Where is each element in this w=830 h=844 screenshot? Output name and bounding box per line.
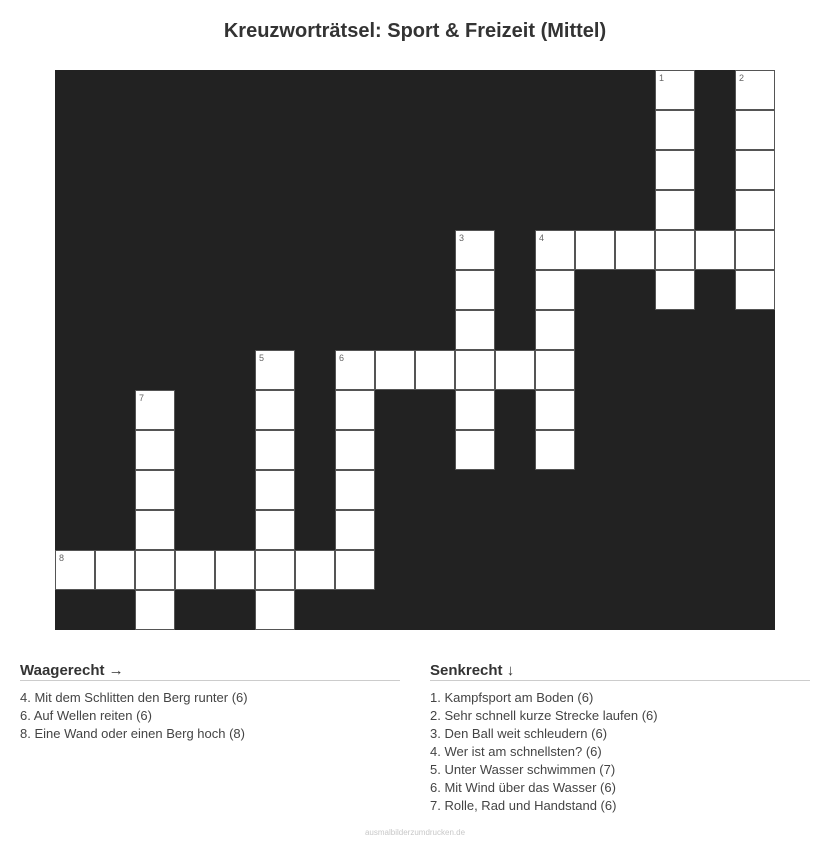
crossword-cell[interactable] xyxy=(535,390,575,430)
crossword-cell[interactable] xyxy=(335,390,375,430)
crossword-cell[interactable] xyxy=(335,430,375,470)
crossword-cell[interactable] xyxy=(455,230,495,270)
crossword-cell[interactable] xyxy=(655,230,695,270)
crossword-cell[interactable] xyxy=(335,550,375,590)
crossword-cell[interactable] xyxy=(375,350,415,390)
crossword-cell[interactable] xyxy=(655,150,695,190)
down-clue: 5. Unter Wasser schwimmen (7) xyxy=(430,762,616,777)
clue-number: 8 xyxy=(59,553,65,563)
across-heading: Waagerecht → xyxy=(20,662,400,681)
down-clue: 2. Sehr schnell kurze Strecke laufen (6) xyxy=(430,708,658,723)
clue-number: 6 xyxy=(339,353,345,363)
crossword-cell[interactable] xyxy=(255,510,295,550)
crossword-cell[interactable] xyxy=(135,590,175,630)
across-clues-panel xyxy=(20,662,400,743)
crossword-cell[interactable] xyxy=(215,550,255,590)
clue-number: 1 xyxy=(659,73,665,83)
crossword-cell[interactable] xyxy=(735,70,775,110)
crossword-cell[interactable] xyxy=(295,550,335,590)
crossword-cell[interactable] xyxy=(735,270,775,310)
down-clue: 3. Den Ball weit schleudern (6) xyxy=(430,726,608,741)
crossword-cell[interactable] xyxy=(255,390,295,430)
crossword-cell[interactable] xyxy=(135,550,175,590)
down-clue: 4. Wer ist am schnellsten? (6) xyxy=(430,744,602,759)
crossword-grid xyxy=(55,70,775,630)
down-clue-list xyxy=(430,689,810,815)
crossword-cell[interactable] xyxy=(655,110,695,150)
clue-number: 5 xyxy=(259,353,265,363)
across-clue-list xyxy=(20,689,400,743)
crossword-cell[interactable] xyxy=(735,190,775,230)
crossword-cell[interactable] xyxy=(535,310,575,350)
crossword-cell[interactable] xyxy=(135,510,175,550)
crossword-cell[interactable] xyxy=(335,350,375,390)
crossword-cell[interactable] xyxy=(415,350,455,390)
down-clues-panel xyxy=(430,662,810,815)
crossword-cell[interactable] xyxy=(735,230,775,270)
crossword-cell[interactable] xyxy=(255,430,295,470)
crossword-cell[interactable] xyxy=(535,350,575,390)
clue-number: 2 xyxy=(739,73,745,83)
crossword-cell[interactable] xyxy=(735,150,775,190)
crossword-cell[interactable] xyxy=(95,550,135,590)
crossword-cell[interactable] xyxy=(655,190,695,230)
down-clue: 1. Kampfsport am Boden (6) xyxy=(430,690,594,705)
crossword-cell[interactable] xyxy=(455,430,495,470)
crossword-cell[interactable] xyxy=(135,390,175,430)
crossword-cell[interactable] xyxy=(455,270,495,310)
crossword-cell[interactable] xyxy=(335,470,375,510)
crossword-cell[interactable] xyxy=(455,350,495,390)
page-title: Kreuzworträtsel: Sport & Freizeit (Mittel) xyxy=(223,20,607,42)
crossword-cell[interactable] xyxy=(655,270,695,310)
crossword-cell[interactable] xyxy=(735,110,775,150)
crossword-cell[interactable] xyxy=(535,230,575,270)
down-heading: Senkrecht ↓ xyxy=(430,662,810,681)
crossword-cell[interactable] xyxy=(255,590,295,630)
crossword-cell[interactable] xyxy=(135,470,175,510)
crossword-cell[interactable] xyxy=(615,230,655,270)
clue-number: 7 xyxy=(139,393,145,403)
crossword-cell[interactable] xyxy=(535,270,575,310)
crossword-cell[interactable] xyxy=(255,350,295,390)
crossword-cell[interactable] xyxy=(695,230,735,270)
footer-credit: ausmalbilderzumdrucken.de xyxy=(364,828,466,837)
crossword-cell[interactable] xyxy=(455,390,495,430)
across-clue: 6. Auf Wellen reiten (6) xyxy=(20,708,152,723)
crossword-cell[interactable] xyxy=(135,430,175,470)
clue-number: 4 xyxy=(539,233,545,243)
down-clue: 6. Mit Wind über das Wasser (6) xyxy=(430,780,616,795)
crossword-cell[interactable] xyxy=(535,430,575,470)
across-clue: 8. Eine Wand oder einen Berg hoch (8) xyxy=(20,726,245,741)
crossword-cell[interactable] xyxy=(495,350,535,390)
crossword-cell[interactable] xyxy=(255,470,295,510)
crossword-cell[interactable] xyxy=(455,310,495,350)
down-clue: 7. Rolle, Rad und Handstand (6) xyxy=(430,798,617,813)
crossword-cell[interactable] xyxy=(575,230,615,270)
crossword-cell[interactable] xyxy=(335,510,375,550)
crossword-cell[interactable] xyxy=(175,550,215,590)
crossword-cell[interactable] xyxy=(55,550,95,590)
crossword-cell[interactable] xyxy=(255,550,295,590)
across-clue: 4. Mit dem Schlitten den Berg runter (6) xyxy=(20,690,248,705)
clue-number: 3 xyxy=(459,233,465,243)
crossword-cell[interactable] xyxy=(655,70,695,110)
